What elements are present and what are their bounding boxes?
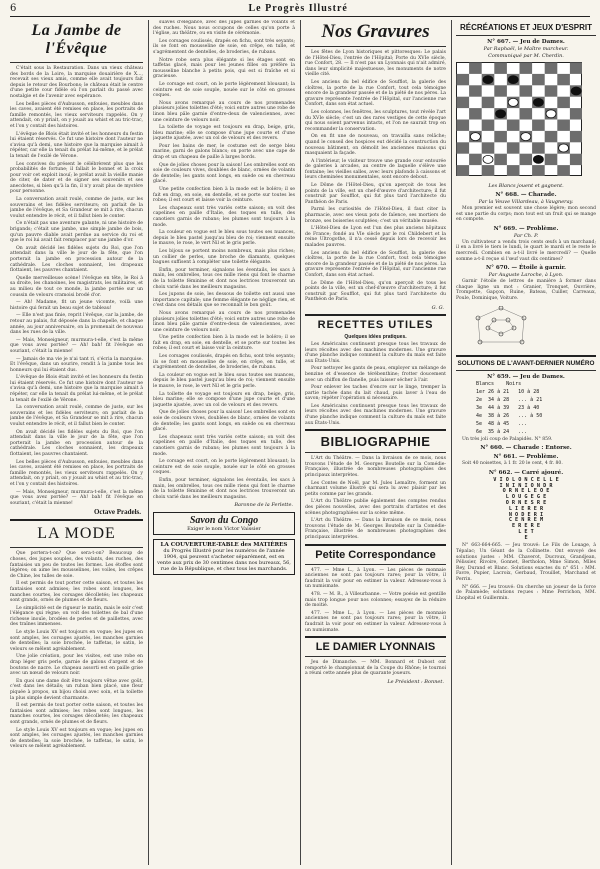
column-4 [456,20,596,865]
divider [10,547,143,548]
paragraph: Le Dôme de l'Hôtel-Dieu, qu'on aperçoit de tous les points de la ville, est un chef-d'œuvre d'architecture; il fut construit par Soufflot, qui fut plus tard l'architecte du Panthéon de Paris. [305,280,446,303]
paragraph: Mon premier est souvent une chose légère; mon second est une partie du corps; mon tout est un fruit qui se mange en compote. [456,206,596,223]
paragraph: Les fêtes de Lyon historiques et pittoresques: Le palais de l'Hôtel-Dieu, l'entrée de l'Hôpital; Porte du XVIe siècle, rue Confort, 28. — Il n'est pas un Lyonnais qui n'ait admiré, dans leur simplicité majestueuse, les monuments de notre vieille cité. [305,50,446,78]
board-dark-square [532,120,545,131]
ad-title: Savon du Congo [189,515,259,527]
paragraph: Les chapeaux sont très variés cette saison; on voit des capelines en paille d'Italie, des toques en tulle, des canotiers garnis de rubans; les plumes sont toujours à la mode. [153,205,295,228]
page-header [10,2,590,15]
puzzle-title: N° 659. — Jeu de Dames. [487,373,565,380]
paragraph: A l'intérieur, le visiteur trouve une grande cour entourée de galeries à arcades, au centre de laquelle s'élève une fontaine; les vieilles salles, avec leurs plafonds à caissons et leurs cheminées monumentales, sont encore debout. [305,158,446,181]
paragraph: Un très joli coup de Palapidès. N° 859. [462,436,553,442]
paragraph: Les corsages coulissés, drapés en fichu, sont très seyants; ils se font en mousseline de soie, en crêpe, en tulle, et s'agrémentent de dentelles, de broderies, de rubans. [153,38,295,55]
section-title: RÉCRÉATIONS ET JEUX D'ESPRIT [460,23,592,32]
black-checker-piece [571,87,581,95]
ad-text: du Progrès Illustré pour les numéros de l'année 1904, qui peuvent s'acheter séparément, est en vente aux prix de 30 centimes dans nos bureaux, 56, rue de la République, et chez tous les marchands. [157,548,291,573]
paragraph: Quelle merveilleuse scène! l'évêque en tête, le Roi à sa droite, les chanoines, les magistrats, les militaires, et au milieu de tout ce monde, la jambe portée sur un coussin de velours cramoisi brodé d'or. [10,275,143,298]
board-dark-square [469,154,482,165]
board-dark-square [570,63,582,74]
board-dark-square [469,63,482,74]
paragraph: Les anciens du bel édifice de Soufflot, la galerie des cloîtres, la porte de la rue Confort, tout cela témoigne encore de la grandeur passée et de la piété de nos pères. La gravure représente l'entrée de l'Hôpital, sur l'ancienne rue Confort, dans son état actuel. [305,79,446,108]
paragraph: L'évêque de Blois était invité et les honneurs du festin lui étaient réservés. Ce fut une histoire dont l'auteur ne s'avisa qu'à demi, une histoire que la marquise aimait à répéter, car elle la tenait du prélat lui-même, et le prélat la tenait de l'exilé de Vérone. [10,131,143,159]
board-dark-square [494,131,507,142]
ad-title: LA COUVERTURE-TABLE des MATIÈRES [160,542,288,549]
paragraph: Le style Louis XV est toujours en vogue; les jupes en sont amples, les corsages ajustés, les manches garnies de dentelles; la soie brochée, le taffetas, le satin, le velours se mêlent agréablement. [10,630,143,652]
header-rule [10,16,590,17]
paragraph: Enfin, pour terminer, signalons les éventails, les sacs à main, les ombrelles, tous ces mille riens qui font le charme de la toilette féminine et dont nos lectrices trouveront un choix varié dans les meilleurs magasins. [153,267,295,290]
paragraph: 477. — Mme L., à Lyon. — Les pièces de monnaie anciennes ne sont pas toujours rares; pour la vôtre, il faudrait la voir pour en estimer la valeur. Adressez-vous à un numismate. [305,610,446,633]
paragraph: Les jupons de soie, les dessous de toilette ont aussi une importance capitale; une femme élégante ne néglige rien, et c'est dans ces détails que se reconnaît le bon goût. [153,292,295,309]
board-dark-square [469,85,482,96]
board-dark-square [457,97,470,108]
board-dark-square [520,63,533,74]
author-signature: Baronne de la Ferlette. [234,502,293,509]
star-line [522,318,524,342]
author-signature: Octave Pradels. [93,508,141,517]
black-checker-piece [496,110,506,118]
paragraph: Pour nettoyer les gants de peau, employer un mélange de benzine et d'essence de térébenthine; frotter doucement avec un chiffon de flanelle, puis laisser sécher à l'air. [305,366,446,383]
divider [305,544,446,546]
paragraph: Le Dôme de l'Hôtel-Dieu, qu'on aperçoit de tous les points de la ville, est un chef-d'œuvre d'architecture; il fut construit par Soufflot, qui fut plus tard l'architecte du Panthéon de Paris. [305,183,446,205]
ad-text: Exiger le nom Victor Vaissier [187,526,261,533]
masthead-title: Le Progrès Illustré [248,3,348,14]
divider [305,452,446,453]
paragraph: — Mais, Monseigneur, murmura-t-elle, c'est la même que vous avez portée? — Ah! bah! fit l'évêque en souriant, c'était la mienne! [10,337,143,354]
puzzle-author: Par Ch. P. [513,232,539,239]
puzzle-author: Par Auguste Laroche, à Lyon. [488,272,564,279]
board-dark-square [494,63,507,74]
paragraph: Que de jolies choses pour la saison! Les ombrelles sont en soie de couleurs vives, doublées de blanc, ornées de volants de dentelle; les gants sont longs, en suède ou en chevreau glacé. [153,410,295,433]
word-square-row: C E N R E M [508,517,544,524]
author-signature: G. G. [431,304,444,311]
paragraph: 477. — Mme L., à Lyon. — Les pièces de monnaie anciennes ne sont pas toujours rares; pour la vôtre, il faudrait la voir pour en estimer la valeur. Adressez-vous à un numismate. [305,567,446,590]
paragraph: Les convives du présent le célébrèrent plus que les probabilités de fortune; il fallait le bonnet et la croix pour voir cet exploit inouï; le prélat avait la vieille manie de citer, de dater et de signer ses souvenirs et ses anecdotes, si bien qu'à la fin, il n'y avait plus de mystère pour personne. [10,161,143,195]
puzzle-note: Communiqué par M. Cherdin. [488,53,564,59]
paragraph: Les colonnes, les fenêtres, les sculptures, tout révèle l'art du XVIe siècle; c'est un des rares vestiges de cette époque qui nous soient parvenus intacts, et l'on ne saurait trop en recommander la conservation. [305,109,446,132]
paragraph: Il est permis de tout porter cette saison, et toutes les fantaisies sont admises; les robes sont longues, les manches courtes, les corsages décolletés; les chapeaux sont grands, ornés de plumes et de fleurs. [10,581,143,604]
page-number: 6 [10,3,17,14]
board-dark-square [469,108,482,119]
paragraph: Soit 40 noisettes, à 1 fr. 20 le cent, 4 fr. 80. [462,461,563,467]
board-dark-square [557,120,570,131]
board-dark-square [557,97,570,108]
puzzle-author: Par Raphaël, le Maître marcheur. [483,46,569,52]
board-dark-square [557,165,570,176]
word-square-row: E R E R E [511,523,541,530]
section-title: LE DAMIER LYONNAIS [315,641,436,654]
paragraph: La toilette de voyage est toujours en drap, beige, gris, bleu marine; elle se compose d'une jupe courte et d'une jaquette ajustée, avec un col de velours et des revers. [153,391,295,408]
solution-line: 1er 26 à 21 10 à 28 [476,388,540,395]
paragraph: Une jolie création, pour les visites, est une robe en drap léger gris perle, garnie de galons d'argent et de boutons de nacre. Le chapeau assorti est en paille grise avec un nœud de velours noir. [10,654,143,677]
board-dark-square [545,85,558,96]
paragraph: Notre robe sera plus élégante si les étages sont en taffetas glacé, mais pour les jeunes filles on préfère la mousseline blanche à petits pois, qui est si fraîche et si gracieuse. [153,57,295,80]
paragraph: Le corsage est court, on le porte légèrement blousant; la ceinture est de soie souple, nouée sur le côté en grosses coques. [153,459,295,476]
solution-line: 4e 38 à 26 ... à 50 [476,412,543,419]
board-dark-square [457,165,470,176]
paragraph: Les corsages coulissés, drapés en fichu, sont très seyants; ils se font en mousseline de soie, en crêpe, en tulle, et s'agrémentent de dentelles, de broderies, de rubans. [153,354,295,371]
paragraph: Les Américains continuent presque tous les travaux de leurs récoltes avec des machines modernes. Une gravure d'une planche indique comment la culture du maïs est faite aux États-Unis. [305,341,446,364]
section-title: Petite Correspondance [315,548,436,561]
divider [456,370,596,371]
board-dark-square [532,165,545,176]
paragraph: C'était sous la Restauration. Dans un vieux château des bords de la Loire, la marquise douairière de X..., recevait ses vieux amis, comme elle avait toujours fait depuis le retour des Bourbons; le château était le centre d'une petite cour fidèle où l'on parlait du passé avec nostalgie et de l'avenir avec espérance. [10,66,143,99]
advertisement-savon [153,512,295,535]
board-dark-square [545,63,558,74]
white-checker-piece [521,133,531,141]
white-checker-piece [508,98,518,106]
black-checker-piece [508,76,518,84]
paragraph: La conversation avait roulé, comme de juste, sur les souverains et les fidèles serviteurs; on parlait de la jambe de l'évêque, et Sa Grandeur se mit à rire, chacun voulut entendre le récit, et il fallut bien le conter. [10,405,143,428]
board-dark-square [570,108,582,119]
paragraph: Le style Louis XV est toujours en vogue; les jupes en sont amples, les corsages ajustés, les manches garnies de dentelles; la soie brochée, le taffetas, le satin, le velours se mêlent agréablement. [10,727,143,750]
article-title: La Jambe de l'Évêque [31,22,122,57]
word-square-row: O R N E L E O E [502,488,550,495]
paragraph: L'Art du Théâtre publie également des comptes rendus des pièces nouvelles, avec des portraits d'artistes et des scènes photographiées sur la scène même. [305,499,446,516]
board-dark-square [557,74,570,85]
solution-moves [456,381,596,435]
section-subtitle: Quelques idées pratiques. [344,333,407,340]
paragraph: N° 666. — Jeu trouvé: On cherche un joueur de la force de Palamède; solutions reçues : Mme Perrichon, MM. Lhopital et Guillermin. [456,584,596,601]
divider [305,314,446,316]
signature: Le Président : Bonnet. [387,678,444,685]
board-dark-square [520,85,533,96]
board-dark-square [494,85,507,96]
board-dark-square [457,142,470,153]
board-dark-square [545,154,558,165]
word-square-row: E [524,534,528,541]
word-square [493,478,559,542]
paragraph: Que portera-t-on? Que sera-t-on? Beaucoup de choses, des jupes souples, des volants, des ruches, des fantaisies un peu de toutes les formes. Les étoffes sont légères; on aime les mousselines, les voiles, les crêpes de Chine, les tulles de soie. [10,551,143,579]
board-dark-square [532,74,545,85]
divider [305,429,446,431]
paragraph: Les bijoux se portent moins nombreux, mais plus riches; un collier de perles, une broche de diamants, quelques bagues suffisent à compléter une toilette élégante. [153,248,295,266]
advertisement-couverture [153,539,295,575]
paragraph: Enfin, pour terminer, signalons les éventails, les sacs à main, les ombrelles, tous ces mille riens qui font le charme de la toilette féminine et dont nos lectrices trouveront un choix varié dans les meilleurs magasins. [153,477,295,500]
paragraph: Les anciens du bel édifice de Soufflot, la galerie des cloîtres, la porte de la rue Confort, tout cela témoigne encore de la grandeur passée et de la piété de nos pères. La gravure représente l'entrée de l'Hôpital, sur l'ancienne rue Confort, dans son état actuel. [305,250,446,278]
board-dark-square [457,74,470,85]
board-dark-square [520,154,533,165]
solution-line: 6e 35 à 24 ... [476,428,528,435]
paragraph: Le corsage est court, on le porte légèrement blousant; la ceinture est de soie souple, nouée sur le côté en grosses coques. [153,81,295,99]
board-dark-square [482,120,495,131]
word-square-row: N O D E R I [508,511,544,518]
paragraph: On avait décidé les fidèles sujets du Roi, que l'on attendait dans la ville le jour de la fête, que l'on porterait la jambe en procession autour de la cathédrale. Les cloches sonnaient, les drapeaux flottaient, les pauvres chantaient. [10,245,143,274]
paragraph: 478. — M. R., à Villeurbanne. — Votre poésie est gentille mais trop longue pour nos colonnes; essayez de la réduire de moitié. [305,591,446,609]
star-line [478,308,501,318]
paragraph: La couleur en vogue est le bleu sous toutes ses nuances, depuis le bleu pastel jusqu'au bleu de roi; viennent ensuite le mauve, le rose, le vert Nil et le gris perle. [153,230,295,247]
black-checker-piece [533,155,543,163]
paragraph: En quoi une dame doit être toujours vêtue avec goût, c'est dans les détails; un ruban bien placé, une fleur piquée à propos, un bijou choisi avec soin, et la toilette la plus simple devient charmante. [10,678,143,701]
black-checker-piece [533,98,543,106]
paragraph: Les chapeaux sont très variés cette saison; on voit des capelines en paille d'Italie, des toques en tulle, des canotiers garnis de rubans; les plumes sont toujours à la mode. [153,434,295,457]
board-dark-square [457,120,470,131]
column-divider [148,20,149,865]
divider [305,564,446,565]
paragraph: Parmi les curiosités de l'Hôtel-Dieu, il faut citer la pharmacie, avec ses vieux pots de faïence, ses mortiers de bronze, ses boiseries sculptées; c'est un véritable musée. [305,207,446,224]
divider [305,656,446,657]
puzzle-title: N° 661. — Problème. [493,454,559,461]
paragraph: Nous avons remarqué au cours de nos promenades plusieurs jolies toilettes d'été; voici entre autres une robe de linon bleu pâle garnie d'entre-deux de valenciennes, avec une ceinture de velours noir. [153,100,295,123]
star-line [508,320,514,328]
board-dark-square [520,108,533,119]
column-2 [153,20,295,865]
solution-line: 3e 44 à 39 23 à 40 [476,404,540,411]
paragraph: Les belles pièces d'Aubusson, enfouies, meubles dans les caves, avaient été remises en place, les portraits de famille remontés, les vieux serviteurs rappelés. On y attendait, on y priait, on y jouait au whist et au tric-trac, et l'on y contait des histoires. [10,101,143,129]
paragraph: — Mais, Monseigneur, murmura-t-elle, c'est la même que vous avez portée? — Ah! bah! fit l'évêque en souriant, c'était la mienne! [10,489,143,506]
divider [456,355,596,357]
board-caption: Les Blancs jouent et gagnent. [488,183,564,189]
paragraph: L'Art du Théâtre. — Dans la livraison de ce mois, nous trouvons l'étude de M. Georges Boutelle sur la Comédie-Française, illustrée de nombreuses photographies des principaux interprètes. [305,518,446,540]
section-title: Nos Gravures [321,21,430,42]
word-square-row: V I O L O N C E L L E [493,476,559,483]
paragraph: On avait décidé les fidèles sujets du Roi, que l'on attendait dans la ville le jour de la fête, que l'on porterait la jambe en procession autour de la cathédrale. Les cloches sonnaient, les drapeaux flottaient, les pauvres chantaient. [10,429,143,457]
paragraph: La couleur en vogue est le bleu sous toutes ses nuances, depuis le bleu pastel jusqu'au bleu de roi; viennent ensuite le mauve, le rose, le vert Nil et le gris perle. [153,372,295,390]
puzzle-title: N° 669. — Problème. [493,225,559,232]
column-divider [300,20,301,865]
paragraph: Pour enlever les taches d'encre sur le linge, tremper la partie tachée dans du lait chaud, puis laver à l'eau de savon; répéter l'opération si nécessaire. [305,385,446,402]
star-line [488,320,494,328]
word-square-row: L I E R E R [508,505,544,512]
word-square-row: L O U G E G E [505,494,547,501]
paragraph: Les belles pièces d'Aubusson, enfouies, meubles dans les caves, avaient été remises en place, les portraits de famille remontés, les vieux serviteurs rappelés. On y attendait, on y priait, on y jouait au whist et au tric-trac, et l'on y contait des histoires. [10,459,143,487]
paragraph: — Ah! Madame, fit un jeune vicomte, voilà une histoire qui ferait un beau sujet de tableau! [10,300,143,311]
puzzle-author: Par la Veuve Villardeau, à Vaugneray. [478,199,574,205]
paragraph: — Elle n'est pas finie, reprit l'évêque, car la jambe, de retour au palais, fut déposée dans la chapelle, et chaque année, au jour anniversaire, on la promenait de nouveau dans les rues de la ville. [10,313,143,336]
column-1 [10,20,143,865]
solution-line: 5e 48 à 45 ... [476,420,528,427]
paragraph: Une petite confection bien à la mode est le boléro; il se fait en drap, en soie, en dentelle, et se porte sur toutes les robes; il est court et laisse voir la ceinture. [153,335,295,352]
paragraph: Les Contes de Noël, par M. Jules Lemaître, forment un charmant volume illustré qui sera lu avec plaisir par les petits comme par les grands. [305,480,446,497]
paragraph: Que de jolies choses pour la saison! Les ombrelles sont en soie de couleurs vives, doublées de blanc, ornées de volants de dentelle; les gants sont longs, en suède ou en chevreau glacé. [153,162,295,185]
column-divider [451,20,452,865]
paragraph: La conversation avait roulé, comme de juste, sur les souverains et les fidèles serviteurs; on parlait de la jambe de l'évêque, et Sa Grandeur se mit à rire, chacun voulut entendre le récit, et il fallut bien le conter. [10,197,143,219]
white-checker-piece [470,133,480,141]
section-title: SOLUTIONS DE L'AVANT-DERNIER NUMÉRO [457,359,595,367]
star-puzzle-grid [456,306,546,346]
paragraph: L'Art du Théâtre. — Dans la livraison de ce mois, nous trouvons l'étude de M. Georges Boutelle sur la Comédie-Française, illustrée de nombreuses photographies des principaux interprètes. [305,456,446,479]
white-checker-piece [559,144,569,152]
white-checker-piece [483,155,493,163]
paragraph: Le simplicité est de rigueur le matin, mais le soir c'est l'élégance qui règne; on voit des toilettes de bal d'une richesse inouïe, brodées de perles et de paillettes, avec des traînes immenses. [10,605,143,628]
paragraph: Les Américains continuent presque tous les travaux de leurs récoltes avec des machines modernes. Une gravure d'une planche indique comment la culture du maïs est faite aux États-Unis. [305,403,446,426]
column-3 [305,20,446,865]
board-dark-square [482,97,495,108]
paragraph: Il est permis de tout porter cette saison, et toutes les fantaisies sont admises; les robes sont longues, les manches courtes, les corsages décolletés; les chapeaux sont grands, ornés de plumes et de fleurs. [10,703,143,725]
paragraph: N° 663-664-665. — Jeu trouvé: Le Fils de Louage, à Tépalac; Un Géant de la Collinette. Ont envoyé des solutions justes : MM. Chaverot, Ducroux, Grandjean, Pélissier, Rivoire, Gonnet, Bertholon, Mme Simon, Mlles Rey, Durand et Blanc. Solutions exactes du n° 651 : MM. Favre, Pupier, Lacroix, Gerbaud, Trouillet, Marchand et Perrin. [456,543,596,583]
paragraph: L'Hôtel-Dieu de Lyon est l'un des plus anciens hôpitaux de France; fondé au VIe siècle par le roi Childebert et la reine Ultrogothe, il n'a cessé depuis lors de recevoir les malades pauvres. [305,226,446,248]
paragraph: On en fit une de nouveau, on travailla sans relâche; quand le conseil des hospices eut décidé la construction du nouveau bâtiment, on démolit les anciennes maisons qui masquaient la façade. [305,134,446,157]
puzzle-title: N° 662. — Carré ajouré. [488,469,564,476]
solution-line: 2e 34 à 28 ... à 21 [476,396,543,403]
solution-line: Blancs Noirs [476,380,522,387]
board-dark-square [494,154,507,165]
section-title: RECETTES UTILES [317,318,434,331]
divider [456,35,596,36]
paragraph: — Jamais de ma vie je n'ai tant ri, s'écria la marquise. Et l'évêque, dans un sourire, rendit à la jambe tous les honneurs qui lui étaient dus. [10,356,143,373]
star-line [478,318,480,342]
section-title: LA MODE [37,525,116,543]
board-dark-square [570,131,582,142]
board-dark-square [482,142,495,153]
checkers-board [456,62,582,176]
board-dark-square [532,142,545,153]
word-square-row: L E T [518,528,534,535]
word-square-row: O R N E S R E [505,499,547,506]
black-checker-piece [483,76,493,84]
paragraph: La toilette de voyage est toujours en drap, beige, gris, bleu marine; elle se compose d'une jupe courte et d'une jaquette ajustée, avec un col de velours et des revers. [153,125,295,142]
puzzle-title: N° 668. — Charade. [495,192,557,198]
paragraph: Pour les bains de mer, le costume est de serge bleu marine, garni de galons blancs; on porte avec une cape de drap et un chapeau de paille à larges bords. [153,143,295,161]
puzzle-title: N° 660. — Charade : Entorse. [480,445,572,452]
paragraph: Jeu de Dimanche. — MM. Bonnard et Dubost ont remporté le championnat de la Coupe du Rhône; le tournoi a réuni cette année plus de quarante joueurs. [305,660,446,677]
board-dark-square [570,154,582,165]
paragraph: Ce n'était pas une aventure galante, ni une histoire de brigands; c'était une jambe, une simple jambe de bois, qu'un pauvre diable avait perdue au service du roi et que le roi lui avait fait remplacer par une jambe d'or. [10,221,143,244]
paragraph: suaves d'élégance, avec des jupes garnies de volants et des ruches. Nous nous occupons de celles qu'on porte à l'église, au théâtre, ou en visite de cérémonie. [153,20,295,37]
star-line [501,308,524,318]
divider [10,62,143,63]
paragraph: Un cultivateur a vendu trois cents œufs à un marchand; il en a livré le tiers le lundi, le quart le mardi et le reste le mercredi. Combien en a-t-il livré le mercredi? — Quelle somme a-t-il reçue si l'œuf vaut dix centimes? [456,239,596,262]
board-dark-square [482,165,495,176]
divider [10,519,143,521]
section-title: BIBLIOGRAPHIE [320,434,431,450]
paragraph: Garnir l'étoile de lettres de manière à former dans chaque ligne un mot : Granier, Tronquet, Ouvrière, Trompette, Gapçon, Ruine, Bateau, Cuiller, Carreaux, Poule, Dominique, Voiture. [456,279,596,301]
paragraph: Nous avons remarqué au cours de nos promenades plusieurs jolies toilettes d'été; voici entre autres une robe de linon bleu pâle garnie d'entre-deux de valenciennes, avec une ceinture de velours noir. [153,310,295,333]
puzzle-title: N° 667. — Jeu de Dames. [487,39,565,45]
board-dark-square [507,120,520,131]
white-checker-piece [546,110,556,118]
divider [305,636,446,638]
divider [305,46,446,47]
board-dark-square [545,131,558,142]
puzzle-title: N° 670. — Étoile à garnir. [486,265,566,272]
paragraph: Une petite confection bien à la mode est le boléro; il se fait en drap, en soie, en dentelle, et se porte sur toutes les robes; il est court et laisse voir la ceinture. [153,187,295,204]
word-square-row: I N I N I O N D R [499,482,553,489]
paragraph: L'évêque de Blois était invité et les honneurs du festin lui étaient réservés. Ce fut une histoire dont l'auteur ne s'avisa qu'à demi, une histoire que la marquise aimait à répéter, car elle la tenait du prélat lui-même, et le prélat la tenait de l'exilé de Vérone. [10,375,143,403]
board-dark-square [507,165,520,176]
board-dark-square [507,142,520,153]
